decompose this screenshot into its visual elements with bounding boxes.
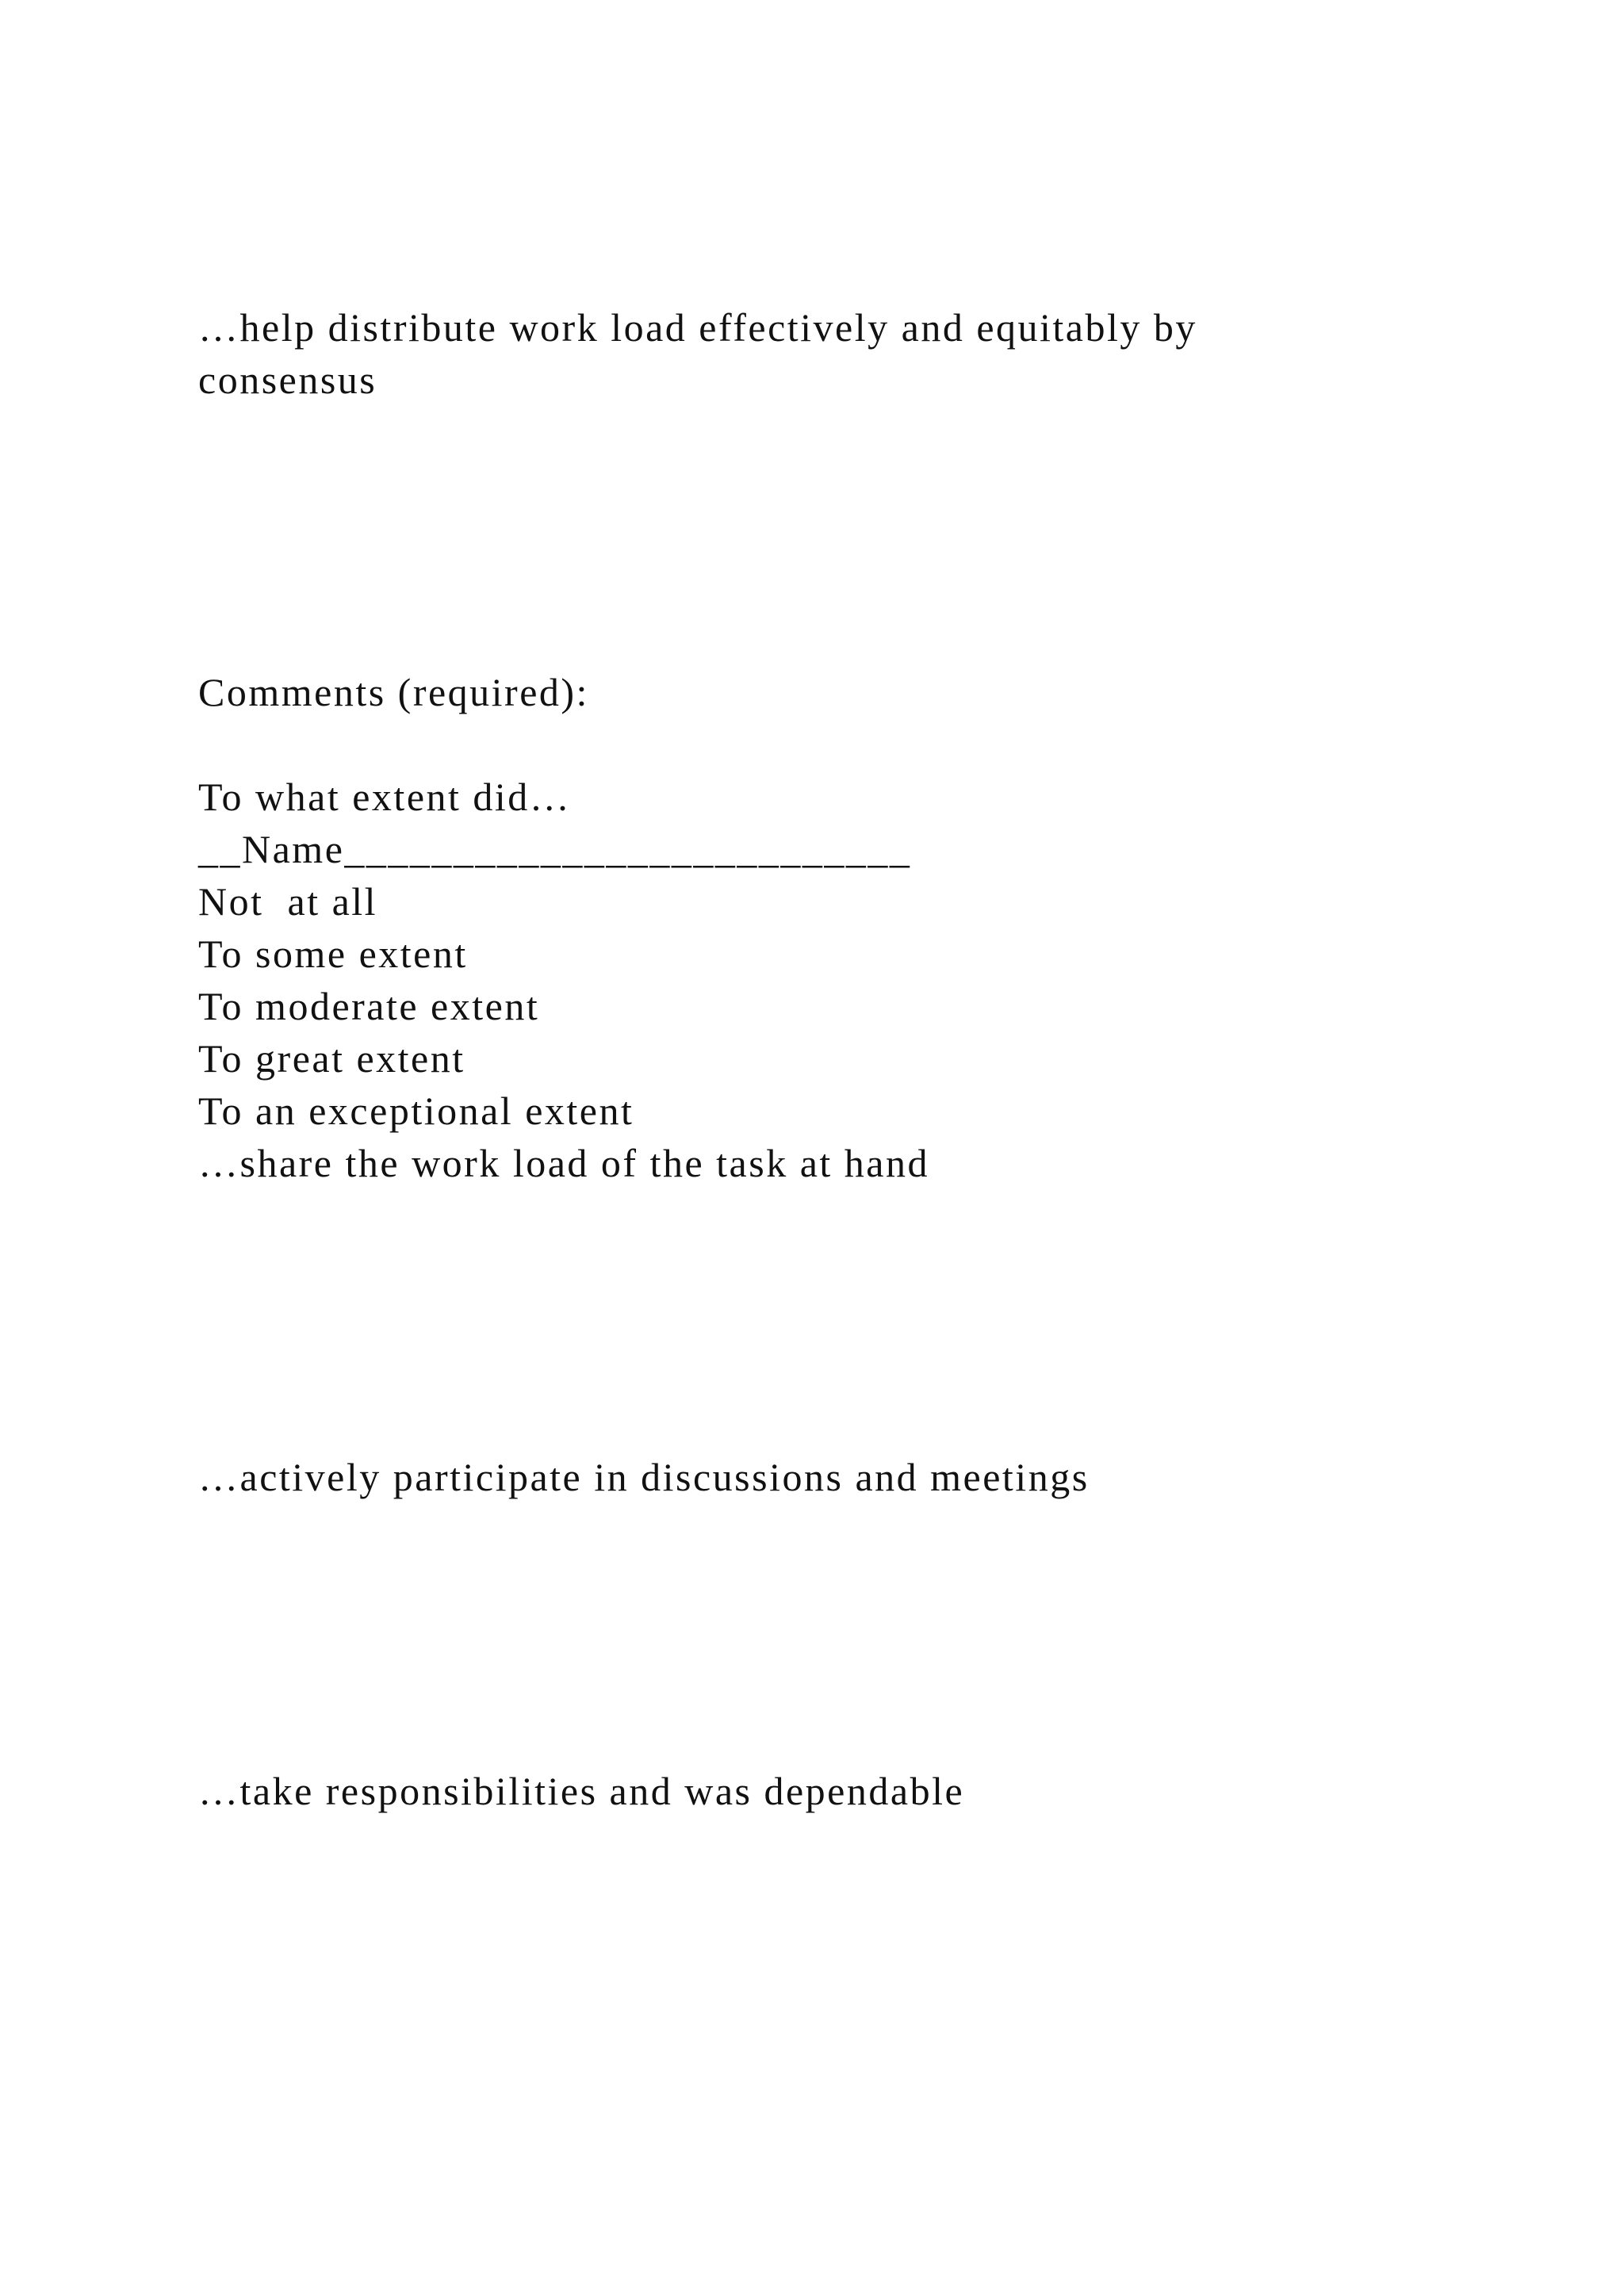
item-share-work-load: …share the work load of the task at hand xyxy=(198,1141,929,1185)
scale-option-exceptional-extent: To an exceptional extent xyxy=(198,1089,634,1133)
question-prompt: To what extent did… xyxy=(198,775,572,819)
scale-option-moderate-extent: To moderate extent xyxy=(198,984,540,1028)
comments-label: Comments (required): xyxy=(198,670,589,714)
name-field-line: __Name__________________________ xyxy=(198,827,912,871)
item-actively-participate: …actively participate in discussions and meetings xyxy=(198,1455,1090,1499)
item-help-distribute-line1: …help distribute work load effectively and equitably by xyxy=(198,305,1197,350)
scale-option-some-extent: To some extent xyxy=(198,932,468,976)
item-help-distribute-line2: consensus xyxy=(198,358,377,402)
item-take-responsibilities: …take responsibilities and was dependable xyxy=(198,1769,965,1813)
scale-option-great-extent: To great extent xyxy=(198,1036,465,1081)
scale-option-not-at-all: Not at all xyxy=(198,879,378,924)
